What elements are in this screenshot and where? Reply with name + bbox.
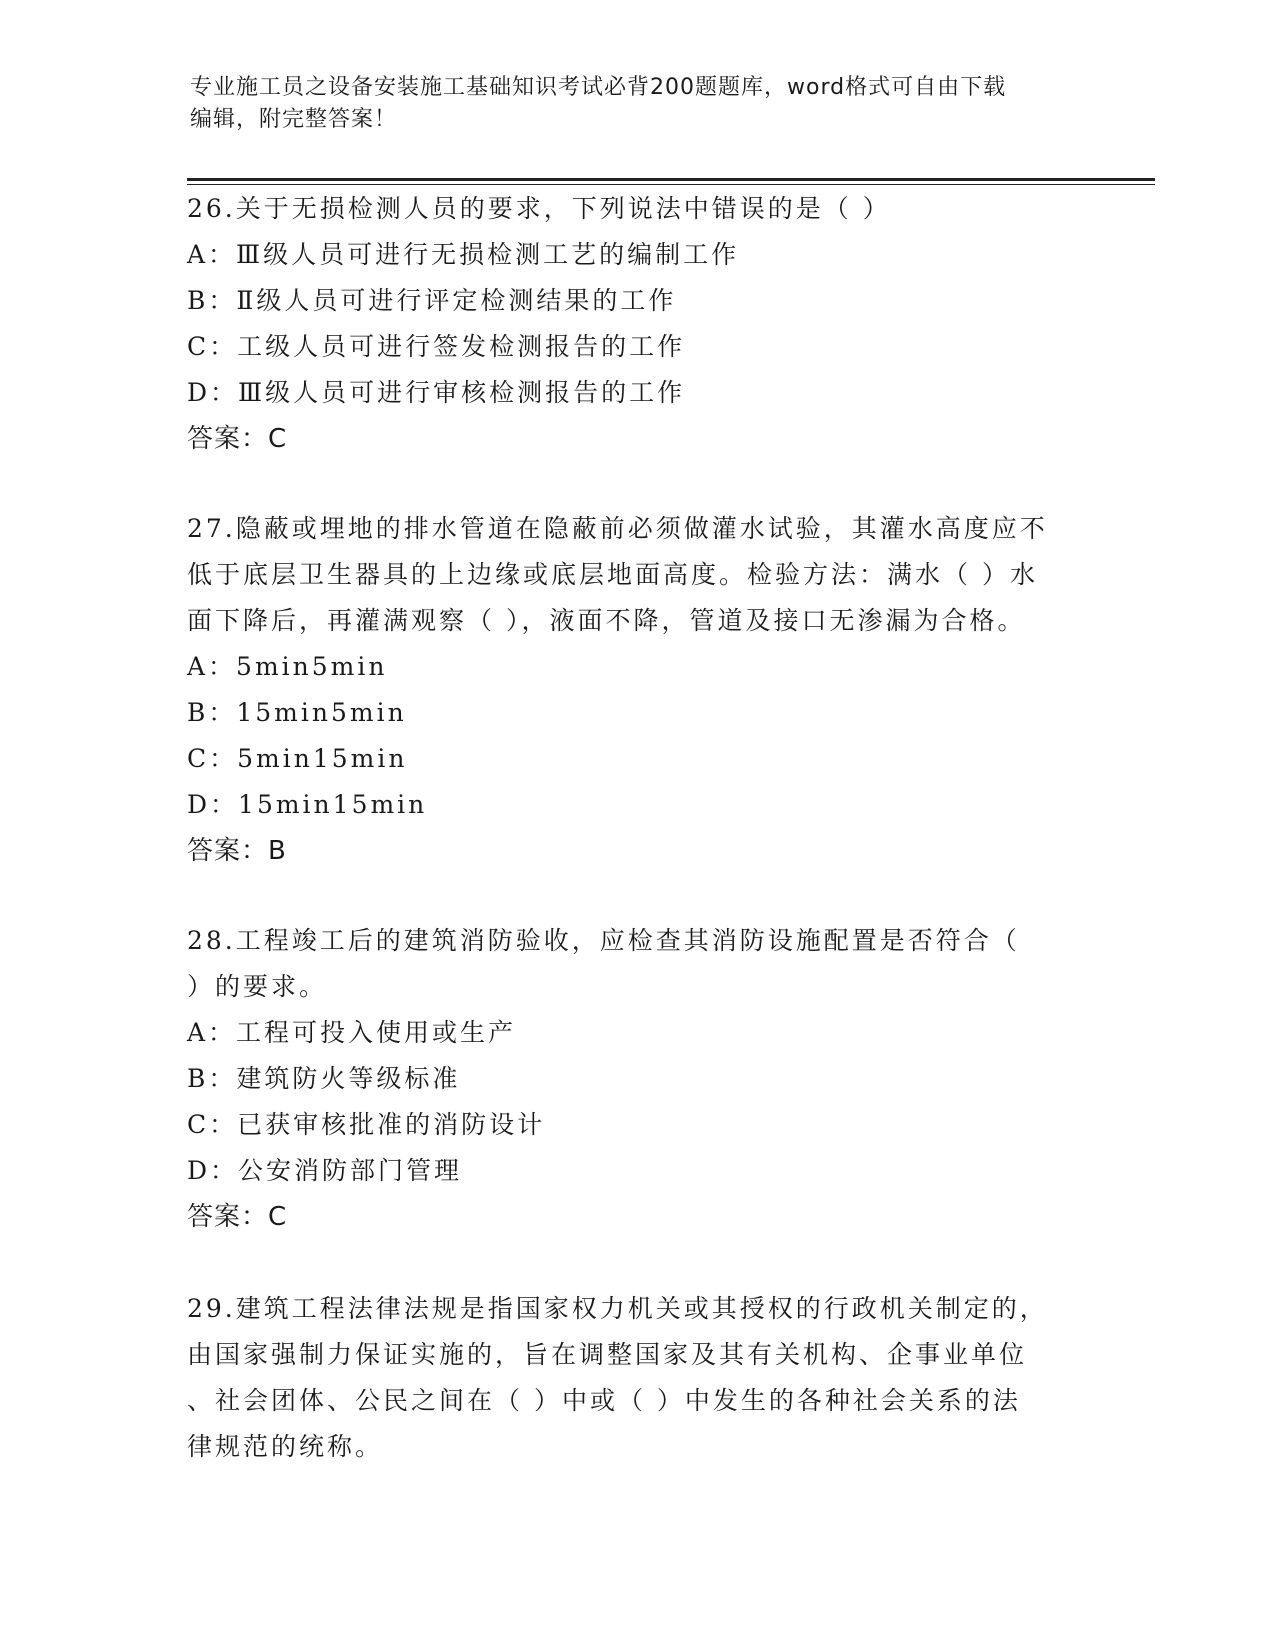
question-stem-line: 由国家强制力保证实施的，旨在调整国家及其有关机构、企事业单位: [187, 1340, 1028, 1369]
option-a: A：Ⅲ级人员可进行无损检测工艺的编制工作: [187, 240, 740, 269]
question-stem-line: 面下降后，再灌满观察（ ），液面不降，管道及接口无渗漏为合格。: [187, 606, 1026, 635]
document-header: [190, 72, 1090, 136]
option-d: D：Ⅲ级人员可进行审核检测报告的工作: [187, 378, 686, 407]
question-stem-line: 律规范的统称。: [187, 1432, 384, 1461]
option-d: D：公安消防部门管理: [187, 1156, 463, 1185]
question-list: [187, 186, 1107, 1470]
option-b: B：15min5min: [187, 698, 407, 727]
answer: 答案：B: [187, 836, 287, 866]
question-29: [187, 1286, 1107, 1470]
option-b: B：建筑防火等级标准: [187, 1064, 461, 1093]
option-a: A：工程可投入使用或生产: [187, 1018, 517, 1047]
question-26: [187, 186, 1107, 462]
question-28: [187, 918, 1107, 1240]
header-rule-thick: [187, 178, 1155, 181]
question-stem-line: 、社会团体、公民之间在（ ）中或（ ）中发生的各种社会关系的法: [187, 1386, 1021, 1415]
option-c: C：已获审核批准的消防设计: [187, 1110, 546, 1139]
header-line-2: 编辑，附完整答案！: [190, 107, 398, 132]
header-rule-thin: [187, 184, 1155, 185]
question-stem-line: 28.工程竣工后的建筑消防验收，应检查其消防设施配置是否符合（: [187, 926, 1020, 955]
question-stem-line: 29.建筑工程法律法规是指国家权力机关或其授权的行政机关制定的，: [187, 1294, 1048, 1323]
option-c: C：工级人员可进行签发检测报告的工作: [187, 332, 686, 361]
question-stem-line: 低于底层卫生器具的上边缘或底层地面高度。检验方法：满水（ ）水: [187, 560, 1038, 589]
option-c: C：5min15min: [187, 744, 408, 773]
question-stem-line: 26.关于无损检测人员的要求，下列说法中错误的是（ ）: [187, 194, 891, 223]
question-stem-line: ）的要求。: [187, 972, 328, 1001]
option-a: A：5min5min: [187, 652, 388, 681]
option-d: D：15min15min: [187, 790, 428, 819]
answer: 答案：C: [187, 424, 288, 454]
option-b: B：Ⅱ级人员可进行评定检测结果的工作: [187, 286, 677, 315]
question-stem-line: 27.隐蔽或埋地的排水管道在隐蔽前必须做灌水试验，其灌水高度应不: [187, 514, 1048, 543]
header-line-1: 专业施工员之设备安装施工基础知识考试必背200题题库，word格式可自由下载: [190, 75, 1007, 100]
question-27: [187, 506, 1107, 874]
answer: 答案：C: [187, 1202, 288, 1232]
